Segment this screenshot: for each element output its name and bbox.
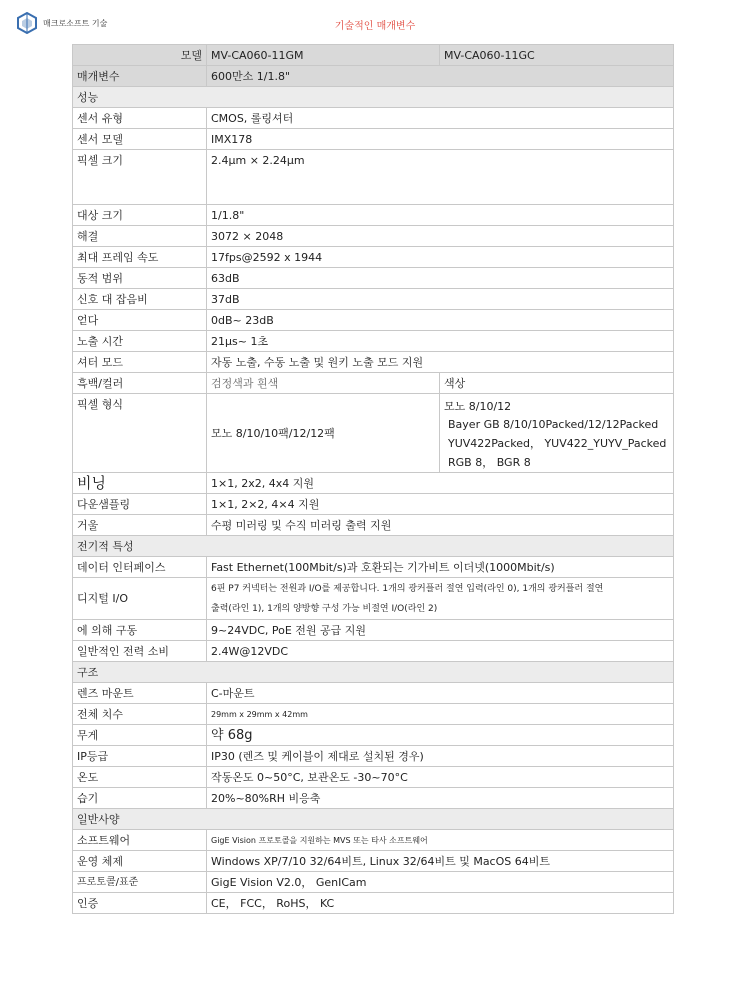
section-structure — [73, 662, 674, 683]
row-label: 거울 — [73, 515, 207, 536]
row-label: 해결 — [73, 226, 207, 247]
row-temperature — [73, 767, 674, 788]
row-value-block — [207, 578, 674, 620]
row-label: 일반적인 전력 소비 — [73, 641, 207, 662]
section-title: 성능 — [73, 87, 674, 108]
row-downsampling — [73, 494, 674, 515]
row-ip-rating — [73, 746, 674, 767]
row-value: 37dB — [207, 289, 674, 310]
row-value: 3072 × 2048 — [207, 226, 674, 247]
row-label: 신호 대 잡음비 — [73, 289, 207, 310]
section-title: 전기적 특성 — [73, 536, 674, 557]
row-label: 습기 — [73, 788, 207, 809]
row-dimensions — [73, 704, 674, 725]
row-value: CMOS, 롤링셔터 — [207, 108, 674, 129]
row-value: IMX178 — [207, 129, 674, 150]
row-mirror — [73, 515, 674, 536]
row-label: 대상 크기 — [73, 205, 207, 226]
row-value: 2.4μm × 2.24μm — [207, 150, 674, 205]
row-value: 20%~80%RH 비응축 — [207, 788, 674, 809]
row-value: 수평 미러링 및 수직 미러링 출력 지원 — [207, 515, 674, 536]
row-snr — [73, 289, 674, 310]
pixel-format-item: RGB 8， BGR 8 — [448, 456, 531, 469]
row-weight — [73, 725, 674, 746]
logo-text: 매크로소프트 기술 — [43, 18, 108, 28]
row-power-supply — [73, 620, 674, 641]
row-label: 에 의해 구동 — [73, 620, 207, 641]
row-label: 온도 — [73, 767, 207, 788]
row-value: GigE Vision 프로토콜을 지원하는 MVS 또는 타사 소프트웨어 — [207, 830, 674, 851]
row-value: 약 68g — [207, 725, 674, 746]
row-digital-io — [73, 578, 674, 620]
model-gm: MV-CA060-11GM — [207, 45, 440, 66]
row-label: 전체 치수 — [73, 704, 207, 725]
row-humidity — [73, 788, 674, 809]
row-exposure — [73, 331, 674, 352]
row-label: 최대 프레임 속도 — [73, 247, 207, 268]
row-os — [73, 851, 674, 872]
param-value: 600만소 1/1.8" — [207, 66, 674, 87]
row-data-interface — [73, 557, 674, 578]
row-shutter-mode — [73, 352, 674, 373]
row-label: 픽셀 형식 — [73, 394, 207, 473]
section-title: 일반사양 — [73, 809, 674, 830]
row-value: Windows XP/7/10 32/64비트, Linux 32/64비트 및 MacOS 64비트 — [207, 851, 674, 872]
row-value: 63dB — [207, 268, 674, 289]
row-dynamic-range — [73, 268, 674, 289]
row-value: 9~24VDC, PoE 전원 공급 지원 — [207, 620, 674, 641]
param-label: 매개변수 — [73, 66, 207, 87]
row-value: 1×1, 2×2, 4×4 지원 — [207, 494, 674, 515]
row-label: 프로토콜/표준 — [73, 872, 207, 893]
row-value-gm: 모노 8/10/10팩/12/12팩 — [207, 394, 440, 473]
row-label: 렌즈 마운트 — [73, 683, 207, 704]
row-software — [73, 830, 674, 851]
pixel-format-item: 모노 8/10/12 — [444, 400, 512, 413]
row-label: 얻다 — [73, 310, 207, 331]
row-mono-color — [73, 373, 674, 394]
row-resolution — [73, 226, 674, 247]
row-label: 동적 범위 — [73, 268, 207, 289]
row-value: 21μs~ 1초 — [207, 331, 674, 352]
row-value: 1/1.8" — [207, 205, 674, 226]
row-value: GigE Vision V2.0， GenICam — [207, 872, 674, 893]
row-label: 소프트웨어 — [73, 830, 207, 851]
section-performance — [73, 87, 674, 108]
row-label: 센서 유형 — [73, 108, 207, 129]
row-protocol — [73, 872, 674, 893]
row-label: 흑백/컬러 — [73, 373, 207, 394]
row-gain — [73, 310, 674, 331]
model-label: 모델 — [73, 45, 207, 66]
digital-io-line: 6핀 P7 커넥터는 전원과 I/O를 제공합니다. 1개의 광커플러 절연 입력(라인 0), 1개의 광커플러 절연 — [211, 583, 604, 594]
row-sensor-type — [73, 108, 674, 129]
row-value-gc-list — [440, 394, 674, 473]
row-label: 디지털 I/O — [73, 578, 207, 620]
row-pixel-format — [73, 394, 674, 473]
section-electrical — [73, 536, 674, 557]
spec-table — [72, 44, 674, 914]
row-target-size — [73, 205, 674, 226]
row-pixel-size — [73, 150, 674, 205]
row-label: 셔터 모드 — [73, 352, 207, 373]
row-certification — [73, 893, 674, 914]
row-label: 무게 — [73, 725, 207, 746]
row-value: 2.4W@12VDC — [207, 641, 674, 662]
page-header — [0, 0, 750, 44]
pixel-format-item: YUV422Packed， YUV422_YUYV_Packed — [448, 437, 667, 450]
row-value-gc: 색상 — [440, 373, 674, 394]
row-lens-mount — [73, 683, 674, 704]
row-frame-rate — [73, 247, 674, 268]
row-power-consumption — [73, 641, 674, 662]
row-value-gm: 검정색과 흰색 — [207, 373, 440, 394]
row-value: 자동 노출, 수동 노출 및 원키 노출 모드 지원 — [207, 352, 674, 373]
row-label: 다운샘플링 — [73, 494, 207, 515]
row-value: 17fps@2592 x 1944 — [207, 247, 674, 268]
row-value: CE， FCC， RoHS， KC — [207, 893, 674, 914]
digital-io-line: 출력(라인 1), 1개의 양방향 구성 가능 비절연 I/O(라인 2) — [211, 603, 438, 614]
param-row — [73, 66, 674, 87]
model-row — [73, 45, 674, 66]
document-title: 기술적인 매개변수 — [334, 21, 416, 32]
row-label: 센서 모델 — [73, 129, 207, 150]
row-value: 작동온도 0~50°C, 보관온도 -30~70°C — [207, 767, 674, 788]
row-value: IP30 (렌즈 및 케이블이 제대로 설치된 경우) — [207, 746, 674, 767]
row-value: 29mm x 29mm x 42mm — [207, 704, 674, 725]
row-label: 비닝 — [73, 473, 207, 494]
section-general — [73, 809, 674, 830]
row-value: Fast Ethernet(100Mbit/s)과 호환되는 기가비트 이더넷(1000Mbit/s) — [207, 557, 674, 578]
row-value: 1×1, 2x2, 4x4 지원 — [207, 473, 674, 494]
row-label: 노출 시간 — [73, 331, 207, 352]
model-gc: MV-CA060-11GC — [440, 45, 674, 66]
row-binning — [73, 473, 674, 494]
row-label: 인증 — [73, 893, 207, 914]
row-label: 데이터 인터페이스 — [73, 557, 207, 578]
section-title: 구조 — [73, 662, 674, 683]
row-label: 운영 체제 — [73, 851, 207, 872]
row-label: 픽셀 크기 — [73, 150, 207, 205]
row-value: C-마운트 — [207, 683, 674, 704]
pixel-format-item: Bayer GB 8/10/10Packed/12/12Packed — [448, 418, 659, 431]
row-sensor-model — [73, 129, 674, 150]
row-label: IP등급 — [73, 746, 207, 767]
row-value: 0dB~ 23dB — [207, 310, 674, 331]
